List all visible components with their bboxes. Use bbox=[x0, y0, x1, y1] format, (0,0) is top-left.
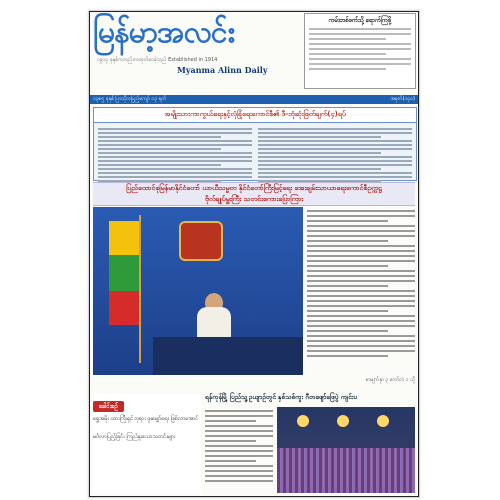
text-line bbox=[309, 58, 411, 60]
stage-light-icon bbox=[337, 415, 349, 427]
promo-title: ကမ်းတစ်ဖက်သို့ ရောက်ကြဖို့ bbox=[328, 17, 392, 24]
main-photo bbox=[93, 207, 303, 375]
section-badge: ခေါင်းစဉ် bbox=[93, 401, 124, 412]
text-line bbox=[309, 28, 411, 30]
article-column bbox=[307, 207, 415, 375]
desk bbox=[153, 337, 303, 375]
dateline-left: ၁၃၈၅ ခုနှစ် ပြာသိုလပြည့်ကျော် ၁၃ ရက် bbox=[93, 96, 167, 102]
text-line bbox=[309, 38, 386, 40]
lower-mid-text bbox=[205, 407, 273, 493]
text-line bbox=[309, 33, 411, 35]
masthead-tagline: ၁၉၁၄ ခုနှစ်ကတည်းကထုတ်ဝေခဲ့သည် Established in 1914 bbox=[97, 57, 218, 63]
main-headline-line1: ပြည်ထောင်စုမြန်မာနိုင်ငံတော် ယာယီသမ္မတ နိုင်ငံတော်ကြီးမြင့်ရေး အေးချမ်းသာယာရေးကောင်စီဥက္ကဋ္ဌ bbox=[126, 184, 382, 192]
dateline-right: အမှတ်(၁၄၀) bbox=[390, 96, 415, 102]
column-right bbox=[258, 126, 412, 184]
stage-light-icon bbox=[297, 415, 309, 427]
newspaper-front-page bbox=[88, 10, 420, 498]
lower-mid-story bbox=[205, 393, 415, 493]
main-headline-line2: ဗိုလ်ချုပ်မှူးကြီး သတင်းစကားပြောကြား bbox=[205, 195, 303, 203]
text-line bbox=[309, 68, 386, 70]
text-line bbox=[309, 48, 411, 50]
newspaper-logo: မြန်မာ့အလင်း bbox=[93, 15, 235, 50]
headline-columns bbox=[94, 123, 416, 187]
lower-left-box bbox=[93, 393, 201, 493]
headline-box bbox=[93, 107, 417, 181]
flag-pole bbox=[139, 215, 141, 363]
stage-light-icon bbox=[377, 415, 389, 427]
lower-left-text-2: မင်္ဂလာပြည့်ခြင်း ကြည်နူးသောသတင်းများ bbox=[93, 434, 176, 440]
masthead bbox=[93, 13, 305, 93]
promo-box bbox=[304, 13, 416, 89]
dateline-bar bbox=[89, 95, 419, 104]
continue-caption: စာမျက်နှာ ၃ ကော်လံ ၁ သို့ bbox=[365, 377, 415, 383]
lower-left-text-1: ရွှေအမိုး ထားကြီးရှင်ဘုရား ဖူးမျှော်ရေး ဖြစ်လာအောင် bbox=[93, 416, 199, 422]
text-line bbox=[309, 43, 411, 45]
myanmar-flag-icon bbox=[109, 221, 139, 325]
crowd bbox=[277, 448, 415, 493]
concert-photo bbox=[277, 407, 415, 493]
state-emblem-icon bbox=[179, 221, 223, 261]
text-line bbox=[309, 53, 386, 55]
lower-mid-title: ရန်ကုန်မြို့ ပြည်သူ့ဥယျာဉ်တွင် နှစ်သစ်ကူး ဂီတဖျော်ဖြေပွဲ ကျင်းပ bbox=[205, 393, 358, 401]
english-name: Myanma Alinn Daily bbox=[177, 65, 268, 75]
main-headline-band bbox=[93, 182, 415, 206]
headline-title: အမျိုးသားကာကွယ်ရေးနှင့်လုံခြုံရေးကောင်စီ၏ ဒီ-ဘုံဆုံးဖြတ်ချက်(၄)ရပ် bbox=[94, 108, 416, 123]
text-line bbox=[309, 63, 411, 65]
column-left bbox=[98, 126, 252, 184]
